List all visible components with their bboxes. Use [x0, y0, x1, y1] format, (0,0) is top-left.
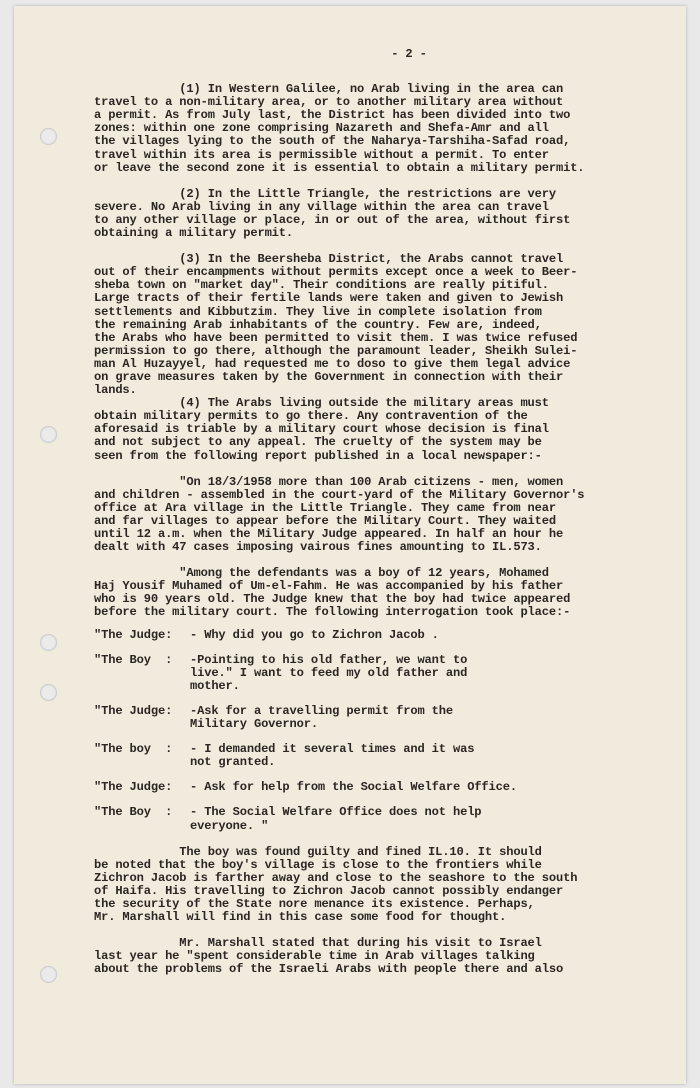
dialogue-text: - Why did you go to Zichron Jacob . [190, 627, 439, 642]
text-line: about the problems of the Israeli Arabs with people there and also [94, 962, 564, 977]
text-line: Large tracts of their fertile lands were taken and given to Jewish [94, 291, 564, 306]
text-line: (1) In Western Galilee, no Arab living in the area can [94, 82, 564, 97]
text-line: and children - assembled in the court-yard of the Military Governor's [94, 487, 585, 502]
text-line: (4) The Arabs living outside the military areas must [94, 396, 549, 411]
text-line: travel to a non-military area, or to another military area without [94, 95, 564, 110]
paragraph-beersheba [94, 253, 684, 397]
text-line: lands. [94, 383, 137, 398]
dialogue-speaker: "The Judge: [94, 703, 173, 718]
punch-hole [40, 634, 57, 651]
text-line: settlements and Kibbutzim. They live in complete isolation from [94, 304, 542, 319]
text-line: man Al Huzayyel, had requested me to doso to give them legal advice [94, 356, 571, 371]
dialogue-speaker: "The boy : [94, 742, 173, 757]
document-body [94, 48, 684, 976]
dialogue-line [94, 781, 684, 794]
dialogue-speaker: "The Judge: [94, 627, 173, 642]
text-line: Haj Yousif Muhamed of Um-el-Fahm. He was accompanied by his father [94, 579, 564, 594]
dialogue-text: -Ask for a travelling permit from the Military Governor. [190, 703, 453, 732]
paragraph-newspaper-report [94, 476, 684, 555]
text-line: permission to go there, although the paramount leader, Sheikh Sulei- [94, 343, 578, 358]
punch-hole [40, 128, 57, 145]
text-line: obtain military permits to go there. Any contravention of the [94, 409, 528, 424]
dialogue-line [94, 705, 684, 731]
text-line: on grave measures taken by the Government in connection with their [94, 369, 564, 384]
text-line: The boy was found guilty and fined IL.10. It should [94, 844, 542, 859]
text-line: dealt with 47 cases imposing vairous fines amounting to IL.573. [94, 540, 542, 555]
text-line: "Among the defendants was a boy of 12 years, Mohamed [94, 566, 549, 581]
text-line: (2) In the Little Triangle, the restrictions are very [94, 186, 556, 201]
punch-hole [40, 966, 57, 983]
paragraph-western-galilee [94, 83, 684, 175]
dialogue-line [94, 743, 684, 769]
text-line: the villages lying to the south of the Naharya-Tarshiha-Safad road, [94, 134, 571, 149]
dialogue-speaker: "The Boy : [94, 805, 173, 820]
dialogue-speaker: "The Judge: [94, 780, 173, 795]
text-line: zones: within one zone comprising Nazareth and Shefa-Amr and all [94, 121, 549, 136]
dialogue-speaker: "The Boy : [94, 652, 173, 667]
punch-hole [40, 426, 57, 443]
text-line: the remaining Arab inhabitants of the country. Few are, indeed, [94, 317, 542, 332]
text-line: and not subject to any appeal. The cruelty of the system may be [94, 435, 542, 450]
dialogue-text: - I demanded it several times and it was not granted. [190, 742, 475, 770]
text-line: the security of the State nore menance its existence. Perhaps, [94, 896, 535, 911]
text-line: aforesaid is triable by a military court whose decision is final [94, 422, 549, 437]
text-line: be noted that the boy's village is close to the frontiers while [94, 857, 542, 872]
text-line: before the military court. The following interrogation took place:- [94, 605, 571, 620]
text-line: (3) In the Beersheba District, the Arabs cannot travel [94, 252, 564, 267]
dialogue-line [94, 806, 684, 832]
text-line: who is 90 years old. The Judge knew that the boy had twice appeared [94, 592, 571, 607]
dialogue-line [94, 629, 684, 642]
text-line: Zichron Jacob is farther away and close to the seashore to the south [94, 870, 578, 885]
paragraph-defendants [94, 567, 684, 619]
text-line: Mr. Marshall stated that during his visit to Israel [94, 936, 542, 951]
dialogue-text: - The Social Welfare Office does not help everyone. " [190, 805, 482, 833]
interrogation-dialogue [94, 629, 684, 833]
text-line: office at Ara village in the Little Triangle. They came from near [94, 500, 556, 515]
text-line: Mr. Marshall will find in this case some food for thought. [94, 910, 507, 925]
text-line: sheba town on "market day". Their conditions are really pitiful. [94, 278, 549, 293]
text-line: seen from the following report published in a local newspaper:- [94, 448, 542, 463]
punch-hole [40, 684, 57, 701]
paragraph-little-triangle [94, 188, 684, 240]
paragraph-verdict [94, 846, 684, 925]
text-line: the Arabs who have been permitted to visit them. I was twice refused [94, 330, 578, 345]
text-line: of Haifa. His travelling to Zichron Jacob cannot possibly endanger [94, 883, 564, 898]
dialogue-text: -Pointing to his old father, we want to live." I want to feed my old father and mother. [190, 652, 468, 693]
text-line: "On 18/3/1958 more than 100 Arab citizens - men, women [94, 474, 564, 489]
text-line: or leave the second zone it is essential to obtain a military permit. [94, 160, 585, 175]
text-line: travel within its area is permissible without a permit. To enter [94, 147, 549, 162]
text-line: and far villages to appear before the Military Court. They waited [94, 513, 556, 528]
text-line: obtaining a military permit. [94, 226, 294, 241]
page-number: - 2 - [391, 47, 427, 61]
text-line: out of their encampments without permits except once a week to Beer- [94, 265, 578, 280]
dialogue-text: - Ask for help from the Social Welfare Office. [190, 780, 517, 795]
text-line: until 12 a.m. when the Military Judge appeared. In half an hour he [94, 527, 564, 541]
text-line: to any other village or place, in or out of the area, without first [94, 212, 571, 227]
text-line: severe. No Arab living in any village within the area can travel [94, 199, 549, 214]
dialogue-line [94, 654, 684, 693]
text-line: a permit. As from July last, the District has been divided into two [94, 108, 571, 123]
text-line: last year he "spent considerable time in Arab villages talking [94, 949, 535, 964]
paragraph-marshall [94, 937, 684, 976]
paragraph-outside-military-areas [94, 397, 684, 462]
